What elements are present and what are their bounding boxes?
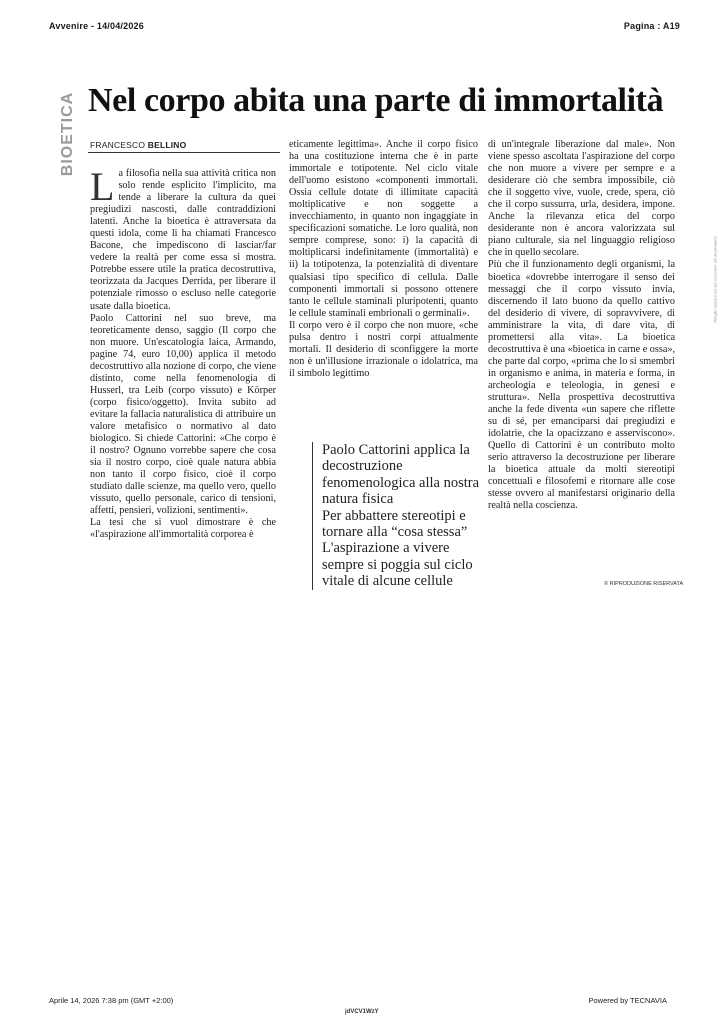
byline [90,140,186,150]
article-column-3 [488,139,675,512]
footer-powered-by: Powered by TECNAVIA [588,996,667,1005]
paragraph: Più che il funzionamento degli organismi, la bioetica «dovrebbe interrogare il senso dei messaggi che il corpo vissuto invia, discernendo il lato buono da quello cattivo del desiderio di vivere, di sopravvivere, di amministrare la vita, di dare vita, di promettersi alla vita». La bioetica decostruttiva è una «bioetica in carne e ossa», che parte dal corpo, «prima che lo si smembri in organismo e anima, in materia e forma, in archeologia e teleologia, in genesi e struttura». Nella prospettiva decostruttiva anche la fede diventa «un sapere che riflette su di sé, per emanciparsi dai pregiudizi e idolatrie, che la opacizzano e asserviscono». Quello di Cattorini è un contributo molto serio attraverso la decostruzione per liberare la bioetica attuale da molti stereotipi concettuali e filosofemi e ritornare alle cose stesse ovvero al manifestarsi originario della realtà nella coscienza. [488,259,675,512]
paragraph: Il corpo vero è il corpo che non muore, «che pulsa dentro i nostri corpi attualmente mortali. Il desiderio di sconfiggere la morte non è un'illusione irrazionale o idolatrica, ma il simbolo legittimo [289,319,478,379]
paragraph: eticamente legittima». Anche il corpo fisico ha una costituzione interna che è in parte immortale e totipotente. Nel ciclo vitale dell'uomo esistono «componenti immortali. Ossia cellule dotate di illimitate capacità moltiplicative e non soggette a invecchiamento, in quanto non ingaggiate in specificazioni somatiche. Le loro qualità, non sempre comprese, sono: i) la capacità di moltiplicarsi indefinitamente (immortalità) e ii) la totipotenza, la potenzialità di diventare qualsiasi tipo specifico di cellula. Dalle componenti immortali si possono ottenere tanto le cellule staminali pluripotenti, quanto le cellule staminali embrionali o germinali». [289,139,478,319]
author-first-name: FRANCESCO [90,140,146,150]
paragraph: di un'integrale liberazione dal male». Non viene spesso ascoltata l'aspirazione del corpo che non muore a vivere per sempre e a desiderare ciò che sembra impossibile, ciò che il soggetto vive, vuole, crede, spera, ciò che il corpo sussurra, urla, desidera, impone. Anche la rilevanza etica del corpo desiderante non è ancora valorizzata sul piano culturale, sia nel linguaggio religioso che in quello secolare. [488,139,675,259]
footer-timestamp: Aprile 14, 2026 7:38 pm (GMT +2:00) [49,996,174,1005]
paragraph: La tesi che si vuol dimostrare è che «l'aspirazione all'immortalità corporea è [90,517,276,541]
section-label-text: BIOETICA [59,91,76,177]
footer-code: jdVCV1WzY [345,1009,379,1015]
pull-quote [312,442,492,590]
paragraph: a filosofia nella sua attività critica non solo rende esplicito l'implicito, ma tende a liberare la cultura da quei pregiudizi nascosti, dalle contraddizioni latenti. Anche la bioetica è attraversata da questi idola, come li ha chiamati Francesco Bacone, che impediscono di lasciar/far vedere la realtà per come essa si mostra. Potrebbe essere utile la pratica decostruttiva, teorizzata da Jacques Derrida, per liberare il potenziale rimosso o escluso nelle categorie usate dalla bioetica. [90,168,276,312]
drop-cap: L [90,164,115,209]
byline-rule [88,152,280,153]
paragraph: Paolo Cattorini nel suo breve, ma teoreticamente denso, saggio (Il corpo che non muore. Un'escatologia laica, Armando, pagine 74, euro 10,00) applica il metodo decostruttivo alla nozione di corpo, che viene distinto, come nella fenomenologia di Husserl, tra Leib (corpo vissuto) e Körper (corpo fisico/oggetto). Invita subito ad evitare la fallacia naturalistica di attribuire un valore metafisico o normativo al dato biologico. Si chiede Cattorini: «Che corpo è il nostro? Ognuno vorrebbe sapere che cosa sia il nostro corpo, cioè quale natura abbia non tanto il corpo fisico, cioè il corpo studiato dalle scienze, ma quello vero, quello vissuto, quello personale, carico di tensioni, affetti, pensieri, volizioni, sentimenti». [90,312,276,517]
section-label [57,92,79,180]
side-strip-text: Ritaglio stampa ad uso esclusivo del destinatario [712,236,718,323]
pull-quote-line: Paolo Cattorini applica la decostruzione fenomenologica alla nostra natura fisica [322,442,480,508]
article-column-1 [90,164,276,541]
article-column-2 [289,139,478,380]
side-strip [709,220,718,340]
pull-quote-line: Per abbattere stereotipi e tornare alla “cosa stessa” [322,507,468,541]
newspaper-date-header: Avvenire - 14/04/2026 [49,21,144,31]
page-number-header: Pagina : A19 [623,21,680,31]
article-headline: Nel corpo abita una parte di immortalità [88,82,664,119]
pull-quote-line: L'aspirazione a vivere sempre si poggia sul ciclo vitale di alcune cellule [322,540,473,590]
copyright-notice: © RIPRODUZIONE RISERVATA [604,581,684,587]
author-last-name: BELLINO [147,140,187,150]
